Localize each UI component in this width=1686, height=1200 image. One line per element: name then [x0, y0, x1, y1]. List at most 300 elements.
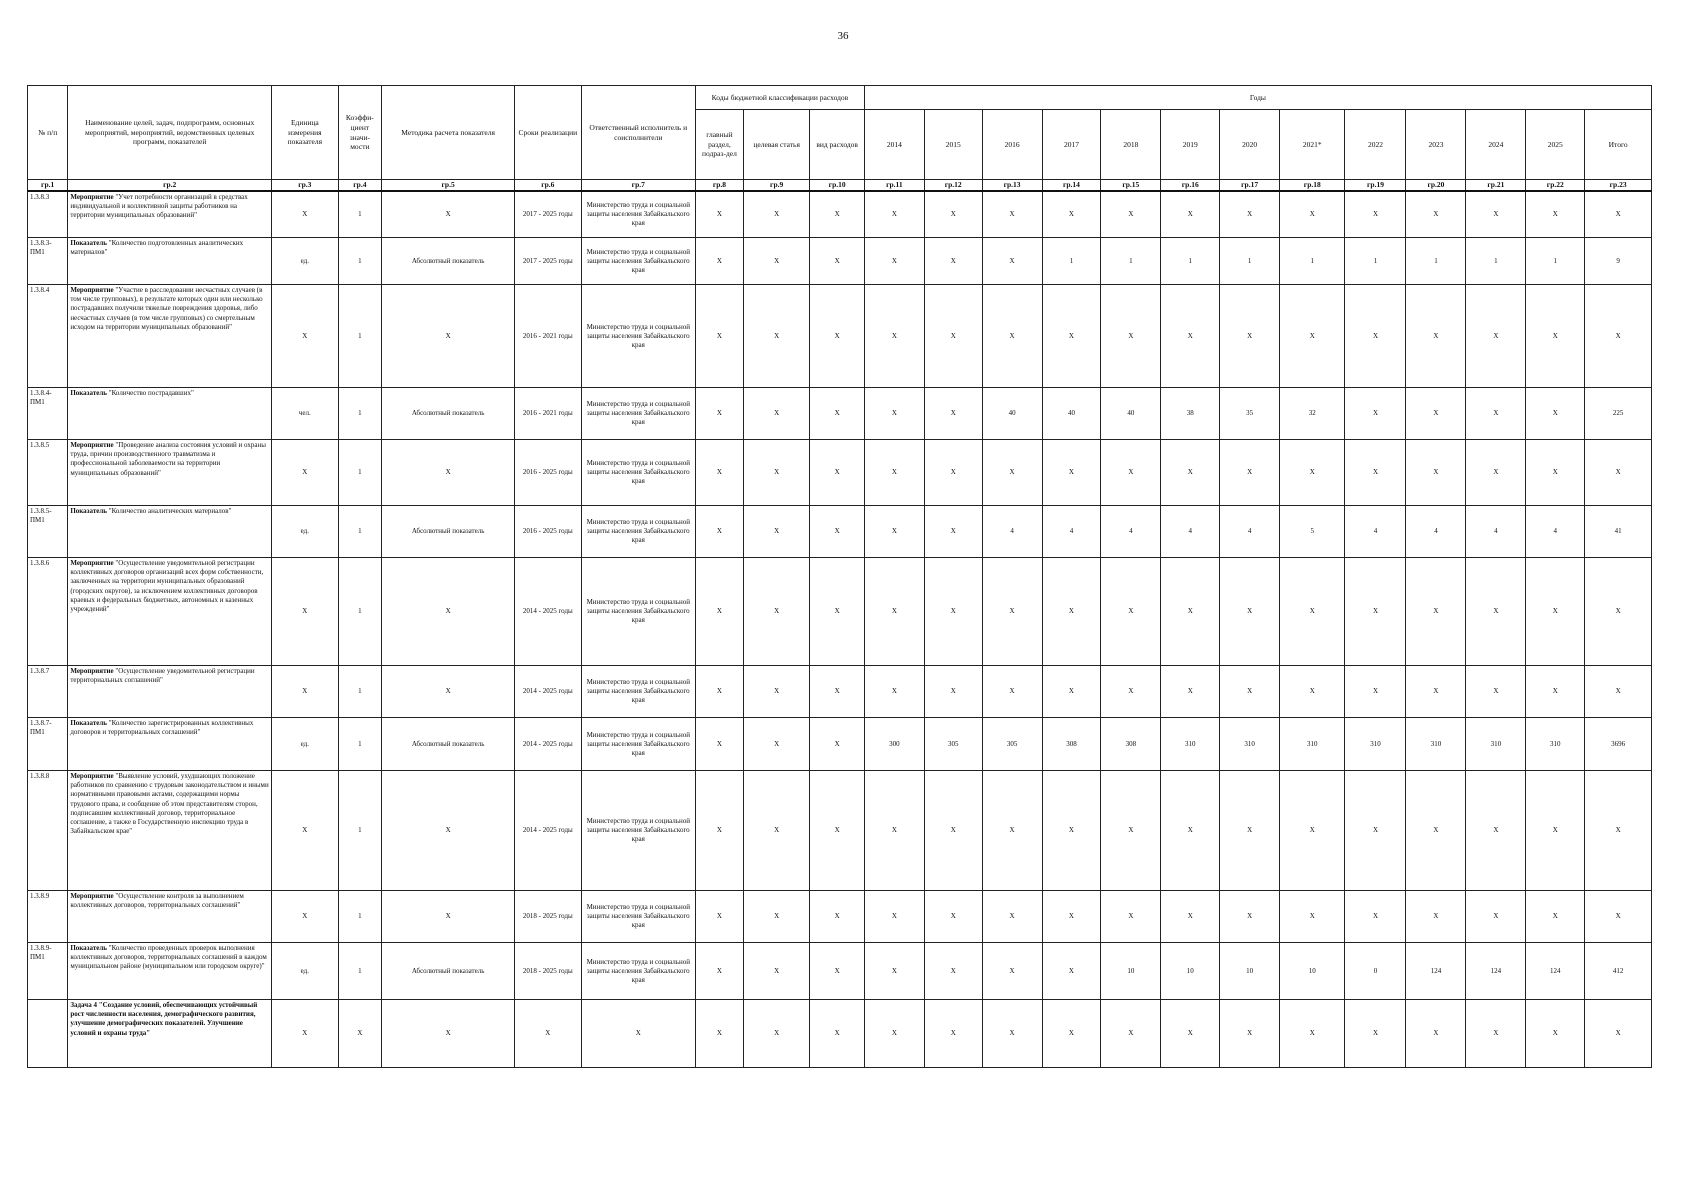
row-value: 4 — [982, 506, 1042, 558]
table-row — [28, 891, 1652, 943]
row-value: X — [982, 285, 1042, 388]
row-coef: 1 — [338, 771, 382, 891]
row-name-type: Задача 4 — [70, 1001, 97, 1010]
row-value: X — [1526, 891, 1585, 943]
row-value: X — [1526, 558, 1585, 666]
header-year: 2024 — [1466, 110, 1526, 180]
row-value: X — [743, 285, 809, 388]
column-number: гр.17 — [1220, 180, 1280, 191]
row-responsible: Министерство труда и социальной защиты населения Забайкальского края — [581, 285, 695, 388]
row-value: X — [1585, 1000, 1652, 1068]
row-name — [68, 285, 272, 388]
row-value: 124 — [1526, 943, 1585, 1000]
row-unit: X — [272, 440, 338, 506]
row-value: 308 — [1101, 718, 1161, 771]
row-method: Абсолютный показатель — [382, 388, 515, 440]
row-value: 1 — [1161, 238, 1220, 285]
row-name-type: Мероприятие — [70, 892, 114, 901]
row-value: X — [1345, 285, 1406, 388]
row-value: X — [695, 238, 743, 285]
row-value: X — [1161, 771, 1220, 891]
row-value: X — [1220, 1000, 1280, 1068]
row-name-text: "Количество зарегистрированных коллективных договоров и территориальных соглашений" — [70, 719, 254, 737]
row-value: X — [1466, 558, 1526, 666]
row-responsible: Министерство труда и социальной защиты населения Забайкальского края — [581, 238, 695, 285]
column-number: гр.21 — [1466, 180, 1526, 191]
row-value: X — [1466, 440, 1526, 506]
header-year: 2021* — [1280, 110, 1345, 180]
header-years-group: Годы — [864, 86, 1651, 110]
table-row — [28, 558, 1652, 666]
row-method: X — [382, 440, 515, 506]
row-value: X — [1042, 943, 1101, 1000]
row-value: X — [924, 285, 982, 388]
row-responsible: Министерство труда и социальной защиты населения Забайкальского края — [581, 506, 695, 558]
row-value: X — [810, 238, 865, 285]
row-value: X — [695, 285, 743, 388]
row-coef: 1 — [338, 558, 382, 666]
table-row — [28, 943, 1652, 1000]
row-value: X — [982, 771, 1042, 891]
row-value: 310 — [1466, 718, 1526, 771]
row-value: X — [695, 666, 743, 718]
row-number: 1.3.8.4-ПМ1 — [28, 388, 68, 440]
row-value: 10 — [1280, 943, 1345, 1000]
row-value: X — [1101, 440, 1161, 506]
column-number: гр.13 — [982, 180, 1042, 191]
row-value: X — [1042, 285, 1101, 388]
row-value: X — [695, 388, 743, 440]
row-responsible: Министерство труда и социальной защиты населения Забайкальского края — [581, 558, 695, 666]
row-value: X — [864, 238, 924, 285]
row-value: 310 — [1406, 718, 1466, 771]
header-responsible: Ответственный исполнитель и соисполнители — [581, 86, 695, 180]
row-name — [68, 558, 272, 666]
column-number: гр.23 — [1585, 180, 1652, 191]
row-value: X — [810, 285, 865, 388]
row-name — [68, 506, 272, 558]
row-method: Абсолютный показатель — [382, 718, 515, 771]
row-value: X — [810, 388, 865, 440]
row-coef: 1 — [338, 238, 382, 285]
row-value: 300 — [864, 718, 924, 771]
row-value: X — [1585, 285, 1652, 388]
row-value: X — [810, 943, 865, 1000]
header-kbk-group: Коды бюджетной классификации расходов — [695, 86, 864, 110]
row-value: 10 — [1161, 943, 1220, 1000]
row-coef: 1 — [338, 891, 382, 943]
row-unit: ед. — [272, 506, 338, 558]
row-value: 1 — [1406, 238, 1466, 285]
row-value: 4 — [1161, 506, 1220, 558]
header-year: 2022 — [1345, 110, 1406, 180]
row-value: X — [864, 558, 924, 666]
row-period: 2014 - 2025 годы — [515, 558, 581, 666]
header-year: 2018 — [1101, 110, 1161, 180]
row-value: X — [1220, 558, 1280, 666]
row-value: X — [695, 506, 743, 558]
row-value: X — [695, 191, 743, 238]
row-value: X — [810, 891, 865, 943]
row-responsible: Министерство труда и социальной защиты населения Забайкальского края — [581, 718, 695, 771]
row-value: 310 — [1526, 718, 1585, 771]
row-value: X — [924, 558, 982, 666]
column-number: гр.20 — [1406, 180, 1466, 191]
row-value: X — [982, 558, 1042, 666]
row-value: 4 — [1406, 506, 1466, 558]
row-value: X — [1101, 1000, 1161, 1068]
row-name-type: Показатель — [70, 389, 107, 398]
row-unit: X — [272, 1000, 338, 1068]
header-name: Наименование целей, задач, подпрограмм, основных мероприятий, мероприятий, ведомственных целевых программ, показателей — [68, 86, 272, 180]
row-method: X — [382, 558, 515, 666]
row-responsible: Министерство труда и социальной защиты населения Забайкальского края — [581, 666, 695, 718]
row-number: 1.3.8.9-ПМ1 — [28, 943, 68, 1000]
row-period: 2014 - 2025 годы — [515, 718, 581, 771]
column-number: гр.15 — [1101, 180, 1161, 191]
row-value: X — [695, 891, 743, 943]
row-value: X — [1406, 1000, 1466, 1068]
table-row — [28, 1000, 1652, 1068]
row-value: X — [1280, 558, 1345, 666]
row-value: X — [810, 191, 865, 238]
row-value: X — [743, 440, 809, 506]
header-year: 2014 — [864, 110, 924, 180]
row-responsible: Министерство труда и социальной защиты населения Забайкальского края — [581, 943, 695, 1000]
row-value: X — [810, 440, 865, 506]
row-value: X — [1220, 440, 1280, 506]
row-value: X — [810, 1000, 865, 1068]
row-method: X — [382, 891, 515, 943]
row-unit: X — [272, 191, 338, 238]
row-value: 305 — [924, 718, 982, 771]
row-responsible: X — [581, 1000, 695, 1068]
row-value: 1 — [1280, 238, 1345, 285]
row-period: 2016 - 2025 годы — [515, 440, 581, 506]
row-value: X — [924, 943, 982, 1000]
row-value: X — [1406, 771, 1466, 891]
row-value: 4 — [1220, 506, 1280, 558]
row-value: X — [695, 718, 743, 771]
row-value: X — [864, 771, 924, 891]
row-value: X — [695, 440, 743, 506]
header-year: 2023 — [1406, 110, 1466, 180]
row-name — [68, 388, 272, 440]
row-value: X — [1101, 891, 1161, 943]
row-value: 225 — [1585, 388, 1652, 440]
row-unit: ед. — [272, 718, 338, 771]
row-name — [68, 1000, 272, 1068]
row-value: X — [1585, 666, 1652, 718]
row-value: X — [1161, 1000, 1220, 1068]
row-period: 2014 - 2025 годы — [515, 666, 581, 718]
row-value: X — [1345, 666, 1406, 718]
row-value: X — [1101, 558, 1161, 666]
row-number — [28, 1000, 68, 1068]
row-unit: X — [272, 285, 338, 388]
row-value: X — [810, 771, 865, 891]
row-number: 1.3.8.5 — [28, 440, 68, 506]
row-name-type: Мероприятие — [70, 559, 114, 568]
row-value: 1 — [1526, 238, 1585, 285]
row-value: X — [1406, 191, 1466, 238]
row-period: 2016 - 2021 годы — [515, 388, 581, 440]
row-unit: ед. — [272, 943, 338, 1000]
row-value: 5 — [1280, 506, 1345, 558]
row-name-type: Показатель — [70, 239, 107, 248]
column-number: гр.2 — [68, 180, 272, 191]
row-value: X — [810, 666, 865, 718]
row-value: 412 — [1585, 943, 1652, 1000]
header-kbk-article: целевая статья — [743, 110, 809, 180]
row-name-text: "Осуществление уведомительной регистрации территориальных соглашений" — [70, 667, 255, 685]
row-method: X — [382, 666, 515, 718]
row-value: 41 — [1585, 506, 1652, 558]
row-value: 310 — [1345, 718, 1406, 771]
row-name-type: Мероприятие — [70, 286, 114, 295]
row-value: X — [1280, 440, 1345, 506]
row-value: X — [1101, 191, 1161, 238]
row-value: 305 — [982, 718, 1042, 771]
row-value: X — [982, 238, 1042, 285]
header-year: Итого — [1585, 110, 1652, 180]
row-name — [68, 666, 272, 718]
row-value: X — [1220, 891, 1280, 943]
row-value: X — [1042, 191, 1101, 238]
table-row — [28, 388, 1652, 440]
row-value: X — [1220, 771, 1280, 891]
row-value: 40 — [1042, 388, 1101, 440]
column-number: гр.4 — [338, 180, 382, 191]
row-responsible: Министерство труда и социальной защиты населения Забайкальского края — [581, 191, 695, 238]
row-number: 1.3.8.3-ПМ1 — [28, 238, 68, 285]
row-value: X — [924, 666, 982, 718]
row-value: X — [743, 1000, 809, 1068]
row-coef: 1 — [338, 191, 382, 238]
row-value: X — [743, 558, 809, 666]
row-value: X — [743, 771, 809, 891]
row-value: X — [924, 238, 982, 285]
row-value: X — [1406, 558, 1466, 666]
header-year: 2020 — [1220, 110, 1280, 180]
row-name — [68, 238, 272, 285]
header-year: 2015 — [924, 110, 982, 180]
header-year: 2025 — [1526, 110, 1585, 180]
row-value: X — [1161, 191, 1220, 238]
row-value: 1 — [1101, 238, 1161, 285]
row-value: X — [982, 191, 1042, 238]
row-value: X — [1345, 440, 1406, 506]
row-value: X — [1220, 191, 1280, 238]
row-value: X — [1042, 771, 1101, 891]
row-name — [68, 718, 272, 771]
row-value: X — [864, 440, 924, 506]
row-value: X — [864, 891, 924, 943]
row-value: X — [695, 943, 743, 1000]
row-value: X — [1345, 191, 1406, 238]
row-value: X — [1042, 666, 1101, 718]
row-value: X — [924, 771, 982, 891]
row-value: X — [982, 440, 1042, 506]
row-period: 2017 - 2025 годы — [515, 191, 581, 238]
row-period: X — [515, 1000, 581, 1068]
row-name-text: "Количество пострадавших" — [107, 389, 194, 398]
row-value: X — [810, 506, 865, 558]
row-value: X — [743, 388, 809, 440]
row-value: 4 — [1345, 506, 1406, 558]
row-responsible: Министерство труда и социальной защиты населения Забайкальского края — [581, 388, 695, 440]
row-period: 2014 - 2025 годы — [515, 771, 581, 891]
row-unit: чел. — [272, 388, 338, 440]
column-number: гр.6 — [515, 180, 581, 191]
row-coef: 1 — [338, 506, 382, 558]
row-name-text: "Количество аналитических материалов" — [107, 507, 232, 516]
row-number: 1.3.8.7-ПМ1 — [28, 718, 68, 771]
row-value: X — [1161, 440, 1220, 506]
row-value: X — [1042, 891, 1101, 943]
table-row — [28, 506, 1652, 558]
row-value: 1 — [1466, 238, 1526, 285]
row-value: 4 — [1101, 506, 1161, 558]
row-value: 124 — [1466, 943, 1526, 1000]
row-value: 4 — [1042, 506, 1101, 558]
row-name-text: "Учет потребности организаций в средствах индивидуальной и коллективной защиты работников на территории муниципальных образований" — [70, 192, 248, 219]
row-period: 2016 - 2021 годы — [515, 285, 581, 388]
column-number: гр.5 — [382, 180, 515, 191]
row-responsible: Министерство труда и социальной защиты населения Забайкальского края — [581, 891, 695, 943]
row-value: 10 — [1220, 943, 1280, 1000]
row-value: X — [1585, 771, 1652, 891]
row-value: 1 — [1042, 238, 1101, 285]
row-value: X — [1466, 285, 1526, 388]
row-value: 310 — [1220, 718, 1280, 771]
row-value: X — [1466, 388, 1526, 440]
row-value: X — [1101, 285, 1161, 388]
row-value: X — [743, 506, 809, 558]
header-year: 2016 — [982, 110, 1042, 180]
row-number: 1.3.8.8 — [28, 771, 68, 891]
table-row — [28, 440, 1652, 506]
row-value: X — [982, 943, 1042, 1000]
row-value: X — [1466, 1000, 1526, 1068]
row-value: X — [1042, 558, 1101, 666]
row-value: 10 — [1101, 943, 1161, 1000]
row-number: 1.3.8.9 — [28, 891, 68, 943]
row-method: X — [382, 771, 515, 891]
row-value: 0 — [1345, 943, 1406, 1000]
row-value: X — [743, 238, 809, 285]
row-value: X — [982, 666, 1042, 718]
row-value: 32 — [1280, 388, 1345, 440]
table-row — [28, 238, 1652, 285]
table-row — [28, 718, 1652, 771]
column-number: гр.1 — [28, 180, 68, 191]
row-value: X — [1526, 191, 1585, 238]
row-responsible: Министерство труда и социальной защиты населения Забайкальского края — [581, 440, 695, 506]
header-kbk-type: вид расходов — [810, 110, 865, 180]
row-value: X — [1161, 891, 1220, 943]
row-value: X — [1101, 666, 1161, 718]
header-year: 2019 — [1161, 110, 1220, 180]
row-method: Абсолютный показатель — [382, 506, 515, 558]
row-name-type: Мероприятие — [70, 772, 114, 781]
row-name-text: "Осуществление контроля за выполнением коллективных договоров, территориальных соглашений" — [70, 892, 244, 910]
row-value: X — [1406, 666, 1466, 718]
row-value: X — [924, 388, 982, 440]
row-value: X — [1345, 891, 1406, 943]
row-value: X — [695, 1000, 743, 1068]
row-value: X — [864, 666, 924, 718]
row-value: X — [864, 285, 924, 388]
row-value: X — [743, 891, 809, 943]
row-value: X — [1585, 191, 1652, 238]
row-value: X — [810, 718, 865, 771]
row-value: X — [982, 891, 1042, 943]
row-name-text: "Выявление условий, ухудшающих положение работников по сравнению с трудовым законодательством и иными нормативными правовыми актами, содержащими нормы трудового права, и сообщение об этом представителям сторон, подписавшим коллективный договор, территориальное соглашение, а также в Государственную инспекцию труда в Забайкальском крае" — [70, 772, 269, 835]
row-value: X — [1466, 771, 1526, 891]
row-value: 310 — [1161, 718, 1220, 771]
row-value: 4 — [1526, 506, 1585, 558]
row-value: X — [864, 388, 924, 440]
row-value: X — [864, 191, 924, 238]
row-period: 2018 - 2025 годы — [515, 943, 581, 1000]
header-coef: Коэффи-циент значи-мости — [338, 86, 382, 180]
row-name-type: Показатель — [70, 719, 107, 728]
row-value: X — [743, 191, 809, 238]
row-value: X — [1526, 440, 1585, 506]
row-value: X — [924, 506, 982, 558]
row-value: X — [1526, 388, 1585, 440]
row-value: X — [695, 771, 743, 891]
row-method: Абсолютный показатель — [382, 943, 515, 1000]
row-name-text: "Количество проведенных проверок выполнения коллективных договоров, территориальных соглашений в каждом муниципальном районе (муниципальном или городском округе)" — [70, 944, 267, 971]
row-value: X — [1345, 388, 1406, 440]
row-value: X — [1280, 891, 1345, 943]
row-value: X — [1280, 666, 1345, 718]
row-value: X — [924, 440, 982, 506]
row-value: X — [1466, 891, 1526, 943]
row-coef: X — [338, 1000, 382, 1068]
row-value: X — [1220, 666, 1280, 718]
header-num: № п/п — [28, 86, 68, 180]
column-number: гр.14 — [1042, 180, 1101, 191]
row-value: 310 — [1280, 718, 1345, 771]
row-name-type: Показатель — [70, 507, 107, 516]
row-value: X — [864, 1000, 924, 1068]
row-value: X — [1466, 666, 1526, 718]
column-numbers-row — [28, 180, 1652, 191]
row-number: 1.3.8.6 — [28, 558, 68, 666]
header-period: Сроки реализации — [515, 86, 581, 180]
column-number: гр.3 — [272, 180, 338, 191]
row-value: X — [1345, 771, 1406, 891]
row-value: X — [1526, 285, 1585, 388]
row-name-type: Мероприятие — [70, 192, 114, 201]
row-value: X — [924, 1000, 982, 1068]
row-value: X — [1280, 191, 1345, 238]
row-value: X — [864, 506, 924, 558]
row-name — [68, 191, 272, 238]
column-number: гр.11 — [864, 180, 924, 191]
row-number: 1.3.8.7 — [28, 666, 68, 718]
row-number: 1.3.8.4 — [28, 285, 68, 388]
row-value: X — [1101, 771, 1161, 891]
row-value: X — [1280, 771, 1345, 891]
row-method: X — [382, 191, 515, 238]
row-coef: 1 — [338, 285, 382, 388]
row-value: 9 — [1585, 238, 1652, 285]
row-value: X — [1345, 1000, 1406, 1068]
